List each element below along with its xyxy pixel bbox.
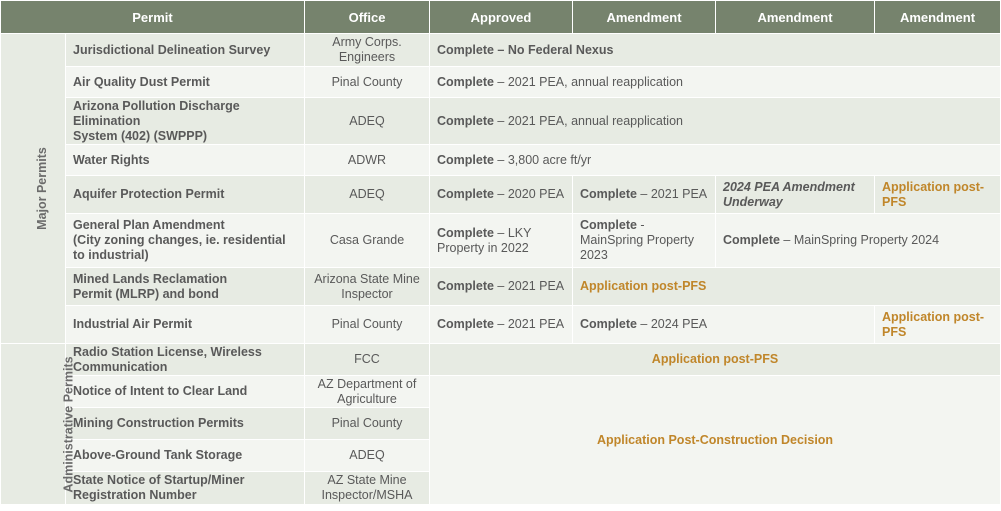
permit-name: Notice of Intent to Clear Land <box>66 376 305 408</box>
amendment-1-cell: Application post-PFS <box>573 268 1001 306</box>
status-detail: – LKY Property in 2022 <box>437 225 532 255</box>
status-detail: – 2021 PEA <box>493 279 565 293</box>
status-detail: – No Federal Nexus <box>493 42 614 57</box>
header-office: Office <box>305 1 430 34</box>
table-row <box>1 344 1001 376</box>
status-cell: Application Post-Construction Decision <box>430 376 1001 505</box>
permit-name-line2: System (402) (SWPPP) <box>73 128 208 143</box>
header-amendment-3: Amendment <box>875 1 1001 34</box>
status-detail: – MainSpring Property 2024 <box>779 233 940 247</box>
status-complete: Complete <box>437 42 494 57</box>
amendment-2-cell <box>716 214 1001 268</box>
permit-name: Air Quality Dust Permit <box>66 67 305 98</box>
table-row <box>1 306 1001 344</box>
status-detail: – 2021 PEA <box>636 187 708 201</box>
office-name: AZ State Mine Inspector/MSHA <box>305 472 430 505</box>
amendment-3-cell: Application post-PFS <box>875 306 1001 344</box>
status-complete: Complete <box>437 317 494 331</box>
approved-cell <box>430 145 1001 176</box>
amendment-1-cell <box>573 214 716 268</box>
status-detail: – 2021 PEA <box>493 317 565 331</box>
office-name: Arizona State Mine Inspector <box>305 268 430 306</box>
permit-name-line2: (City zoning changes, ie. residential to industrial) <box>73 233 286 262</box>
approved-cell <box>430 214 573 268</box>
permit-name: Water Rights <box>66 145 305 176</box>
status-complete: Complete <box>437 187 494 201</box>
permit-name-line1: State Notice of Startup/Miner <box>73 473 245 487</box>
permit-name: Above-Ground Tank Storage <box>66 440 305 472</box>
header-amendment-1: Amendment <box>573 1 716 34</box>
table-row <box>1 67 1001 98</box>
header-amendment-2: Amendment <box>716 1 875 34</box>
status-complete: Complete <box>437 225 494 240</box>
table-row <box>1 268 1001 306</box>
office-name: FCC <box>305 344 430 376</box>
permit-name: Mining Construction Permits <box>66 408 305 440</box>
permit-name <box>66 98 305 145</box>
permit-name: Aquifer Protection Permit <box>66 176 305 214</box>
approved-cell <box>430 176 573 214</box>
office-name: ADWR <box>305 145 430 176</box>
approved-cell <box>430 98 1001 145</box>
status-detail: – 3,800 acre ft/yr <box>493 152 592 167</box>
status-detail: - MainSpring Property 2023 <box>580 218 694 262</box>
status-complete: Complete <box>437 279 494 293</box>
table-row <box>1 176 1001 214</box>
group-major-label: Major Permits <box>34 147 49 230</box>
status-complete: Complete <box>437 152 494 167</box>
approved-cell <box>430 34 1001 67</box>
status-detail: – 2021 PEA, annual reapplication <box>493 74 683 89</box>
status-detail: – 2021 PEA, annual reapplication <box>493 113 683 128</box>
permit-name <box>66 268 305 306</box>
permit-name <box>66 214 305 268</box>
office-name: ADEQ <box>305 176 430 214</box>
status-complete: Complete <box>580 317 637 331</box>
permit-name-line1: Arizona Pollution Discharge Elimination <box>73 98 240 128</box>
header-permit: Permit <box>1 1 305 34</box>
amendment-2-cell: 2024 PEA Amendment Underway <box>716 176 875 214</box>
office-name: Army Corps. Engineers <box>305 34 430 67</box>
status-complete: Complete <box>437 113 494 128</box>
approved-cell <box>430 67 1001 98</box>
status-complete: Complete <box>580 218 637 232</box>
header-approved: Approved <box>430 1 573 34</box>
permit-name-line2: Registration Number <box>73 488 197 502</box>
office-name: Pinal County <box>305 67 430 98</box>
permit-name: Industrial Air Permit <box>66 306 305 344</box>
amendment-3-cell: Application post-PFS <box>875 176 1001 214</box>
status-detail: – 2024 PEA <box>636 317 708 331</box>
office-name: ADEQ <box>305 98 430 145</box>
amendment-1-cell <box>573 306 875 344</box>
office-name: AZ Department of Agriculture <box>305 376 430 408</box>
permit-name <box>66 472 305 505</box>
office-name: ADEQ <box>305 440 430 472</box>
permit-name: Radio Station License, Wireless Communication <box>66 344 305 376</box>
table-row <box>1 376 1001 408</box>
table-row <box>1 214 1001 268</box>
permit-name-line1: Mined Lands Reclamation <box>73 271 228 286</box>
group-major <box>1 34 66 344</box>
amendment-1-cell <box>573 176 716 214</box>
permit-name: Jurisdictional Delineation Survey <box>66 34 305 67</box>
group-administrative-label: Administrative Permits <box>61 355 76 493</box>
status-complete: Complete <box>723 233 780 247</box>
header-row <box>1 1 1001 34</box>
permit-name-line2: Permit (MLRP) and bond <box>73 286 219 301</box>
group-administrative <box>1 344 76 505</box>
status-cell: Application post-PFS <box>430 344 1001 376</box>
approved-cell <box>430 306 573 344</box>
status-complete: Complete <box>580 187 637 201</box>
status-detail: – 2020 PEA <box>493 187 565 201</box>
office-name: Pinal County <box>305 306 430 344</box>
status-complete: Complete <box>437 74 494 89</box>
permit-name-line1: General Plan Amendment <box>73 218 225 232</box>
table-row <box>1 98 1001 145</box>
table-row <box>1 34 1001 67</box>
approved-cell <box>430 268 573 306</box>
table-row <box>1 145 1001 176</box>
office-name: Casa Grande <box>305 214 430 268</box>
office-name: Pinal County <box>305 408 430 440</box>
